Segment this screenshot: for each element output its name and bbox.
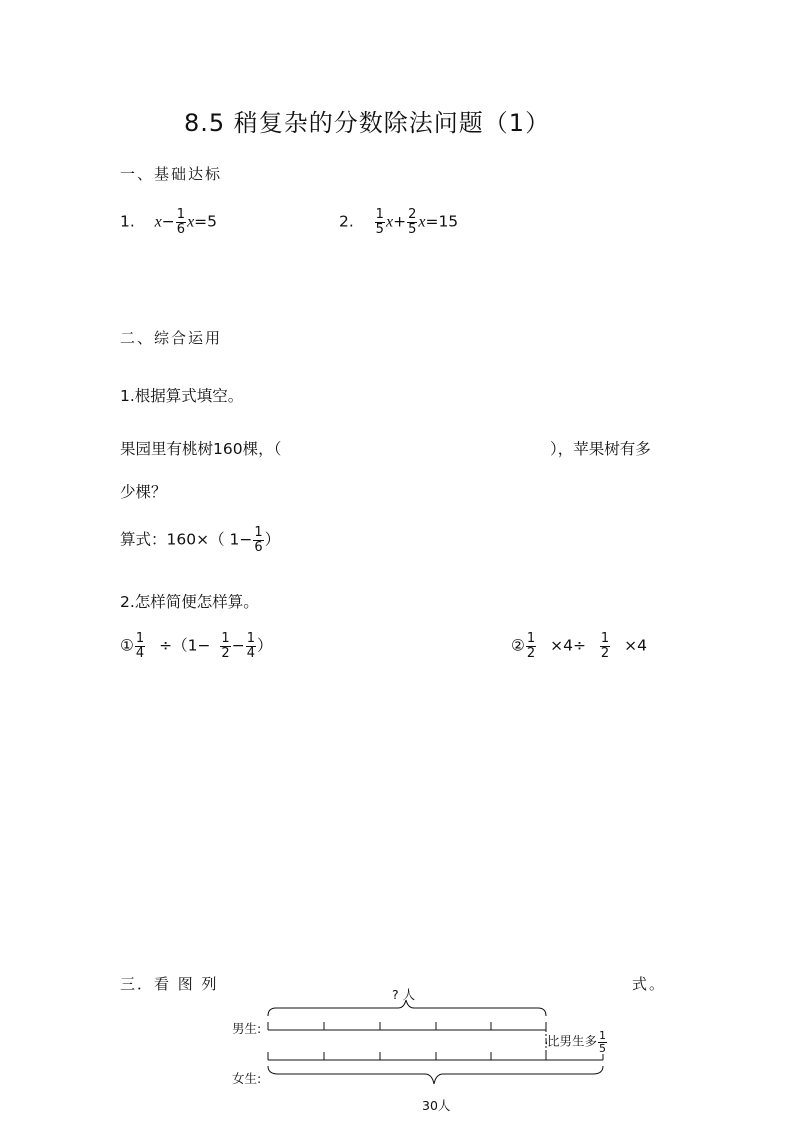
page-title: 8.5 稍复杂的分数除法问题（1） bbox=[184, 109, 551, 137]
expr-2-operator-1: ×4÷ bbox=[550, 636, 586, 655]
more-than-boys-label: 比男生多 $\frac{1}{5}$ bbox=[547, 1029, 607, 1055]
expr-2-fraction-b: $\frac{1}{2}$ bbox=[600, 631, 610, 661]
equation-1-number: 1. bbox=[120, 212, 135, 231]
expr-1-minus: − bbox=[231, 636, 245, 655]
bottom-brace bbox=[268, 1066, 603, 1084]
more-fraction: $\frac{1}{5}$ bbox=[599, 1029, 607, 1055]
equation-2-number: 2. bbox=[339, 212, 354, 231]
expr-1-fraction-a: $\frac{1}{4}$ bbox=[135, 631, 145, 661]
equation-1-minus: − bbox=[161, 212, 175, 231]
bottom-label: 30人 bbox=[422, 1098, 451, 1113]
formula-fraction: $\frac{1}{6}$ bbox=[254, 525, 263, 555]
problem-1-line-1b: ），苹果树有多 bbox=[550, 440, 651, 458]
equation-2-fraction-2: $\frac{2}{5}$ bbox=[408, 207, 417, 237]
section-3-heading-b: 式。 bbox=[632, 975, 667, 993]
problem-1-line-1a: 果园里有桃树160棵，（ bbox=[120, 440, 282, 458]
equation-2-plus: + bbox=[393, 212, 407, 231]
equation-2-variable-2: x bbox=[418, 213, 426, 231]
problem-1-line-2: 少棵？ bbox=[120, 483, 167, 501]
top-label: ? 人 bbox=[392, 987, 416, 1002]
expr-2-fraction-a: $\frac{1}{2}$ bbox=[526, 631, 536, 661]
equation-2-variable: x bbox=[385, 213, 394, 231]
boys-label: 男生: bbox=[232, 1021, 262, 1036]
expr-1-fraction-c: $\frac{1}{4}$ bbox=[246, 631, 255, 661]
equation-2-rhs: =15 bbox=[425, 212, 459, 231]
formula-suffix: ） bbox=[264, 530, 281, 549]
section-2-heading: 二、综合运用 bbox=[120, 329, 223, 347]
section-1-heading: 一、基础达标 bbox=[120, 165, 223, 183]
equation-2-fraction-1: $\frac{1}{5}$ bbox=[375, 207, 384, 237]
circled-two: ② bbox=[511, 636, 525, 655]
section-3-heading-a: 三．看 图 列 bbox=[120, 975, 219, 993]
equation-1-variable-2: x bbox=[187, 213, 195, 231]
expr-1-fraction-b: $\frac{1}{2}$ bbox=[221, 631, 230, 661]
expr-1-operator: ÷（1− bbox=[159, 636, 211, 655]
problem-2-label: 2.怎样简便怎样算。 bbox=[120, 593, 259, 611]
problem-1-label: 1.根据算式填空。 bbox=[120, 387, 244, 405]
equation-1-variable: x bbox=[154, 213, 162, 231]
equation-1-rhs: =5 bbox=[194, 212, 218, 231]
equation-1-fraction: $\frac{1}{6}$ bbox=[176, 207, 186, 237]
circled-one: ① bbox=[120, 636, 134, 655]
expr-2-operator-2: ×4 bbox=[624, 636, 647, 655]
girls-label: 女生: bbox=[232, 1071, 262, 1086]
formula-prefix: 算式：160×（ 1− bbox=[120, 530, 253, 549]
expr-1-close: ） bbox=[256, 636, 273, 655]
